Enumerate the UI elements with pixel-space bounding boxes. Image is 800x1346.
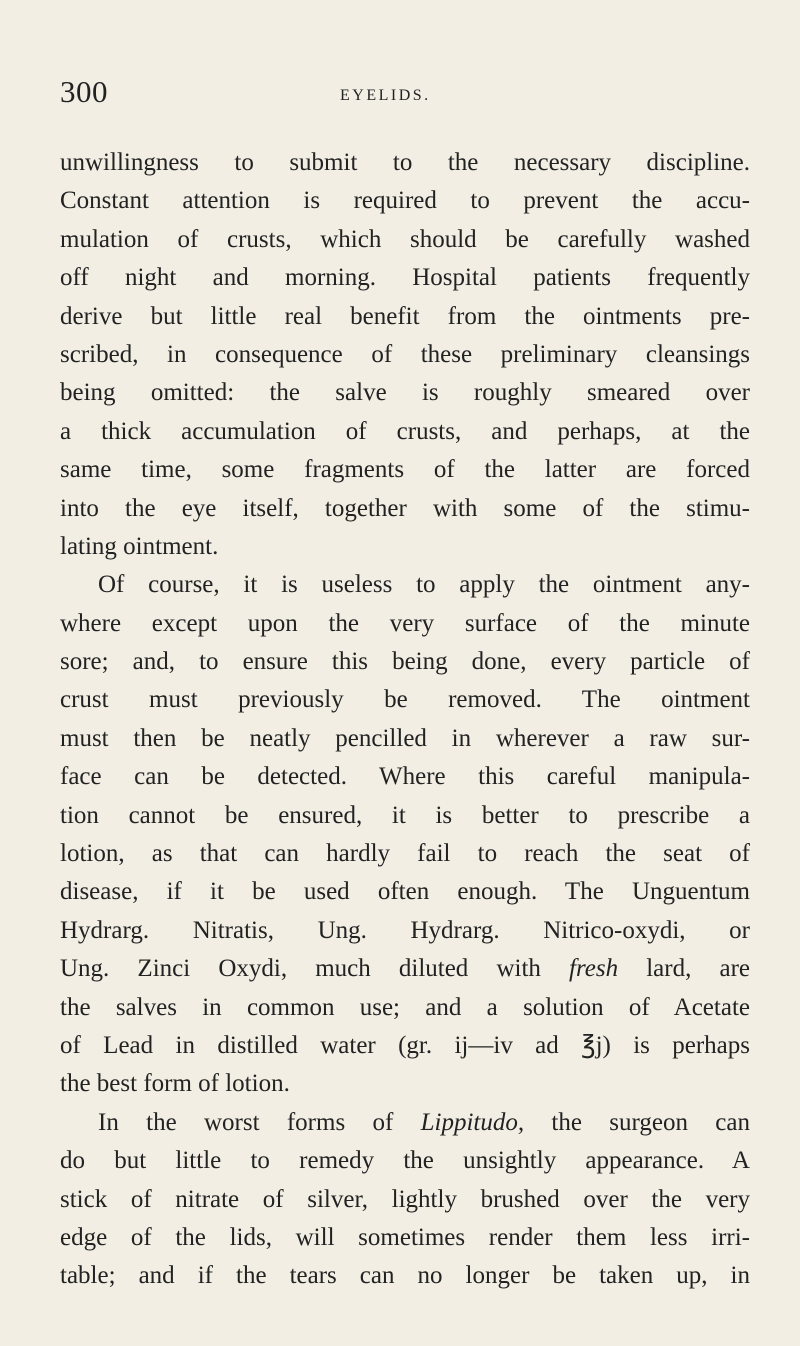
text-line: lotion, as that can hardly fail to reach the seat of	[60, 840, 750, 868]
body-text	[60, 144, 750, 1296]
text-line: scribed, in consequence of these preliminary cleansings	[60, 340, 750, 368]
italic-word: fresh	[569, 955, 619, 983]
text-line: lating ointment.	[60, 532, 219, 560]
italic-word: Lippitudo,	[420, 1108, 525, 1136]
text-line: stick of nitrate of silver, lightly brushed over the very	[60, 1185, 750, 1213]
text-line: edge of the lids, will sometimes render them less irri-	[60, 1223, 750, 1251]
text-segment: In the worst forms of	[98, 1108, 421, 1136]
text-line: table; and if the tears can no longer be taken up, in	[60, 1262, 750, 1290]
text-segment: the surgeon can	[524, 1108, 750, 1136]
text-line-with-italic	[60, 950, 750, 988]
text-line: the best form of lotion.	[60, 1070, 290, 1098]
text-line: mulation of crusts, which should be carefully washed	[60, 225, 750, 253]
text-line: off night and morning. Hospital patients frequently	[60, 264, 750, 292]
text-segment: lard, are	[618, 955, 751, 983]
text-line: derive but little real benefit from the ointments pre-	[60, 302, 750, 330]
running-head: EYELIDS.	[340, 87, 431, 104]
text-line: Of course, it is useless to apply the ointment any-	[98, 571, 750, 599]
text-line: must then be neatly pencilled in wherever a raw sur-	[60, 724, 750, 752]
text-line: disease, if it be used often enough. The Unguentum	[60, 878, 750, 906]
page-header	[60, 74, 740, 114]
text-line-with-italic	[60, 1104, 750, 1142]
text-segment: Ung. Zinci Oxydi, much diluted with	[60, 955, 570, 983]
text-line: of Lead in distilled water (gr. ij—iv ad ℥j) is perhaps	[60, 1031, 750, 1059]
text-line: unwillingness to submit to the necessary discipline.	[60, 149, 750, 176]
text-line: tion cannot be ensured, it is better to prescribe a	[60, 801, 750, 829]
text-line: being omitted: the salve is roughly smeared over	[60, 379, 750, 407]
text-line: face can be detected. Where this careful manipula-	[60, 763, 750, 791]
text-line: a thick accumulation of crusts, and perhaps, at the	[60, 417, 750, 445]
text-line: crust must previously be removed. The ointment	[60, 686, 750, 714]
text-line: same time, some fragments of the latter are forced	[60, 456, 750, 484]
text-line: Hydrarg. Nitratis, Ung. Hydrarg. Nitrico-oxydi, or	[60, 916, 750, 944]
text-line: sore; and, to ensure this being done, every particle of	[60, 648, 750, 676]
page-number: 300	[60, 74, 108, 109]
text-line: the salves in common use; and a solution of Acetate	[60, 993, 750, 1021]
text-line: into the eye itself, together with some of the stimu-	[60, 494, 750, 522]
text-line: where except upon the very surface of the minute	[60, 609, 750, 637]
text-line: do but little to remedy the unsightly appearance. A	[60, 1147, 750, 1175]
text-line: Constant attention is required to prevent the accu-	[60, 187, 750, 215]
